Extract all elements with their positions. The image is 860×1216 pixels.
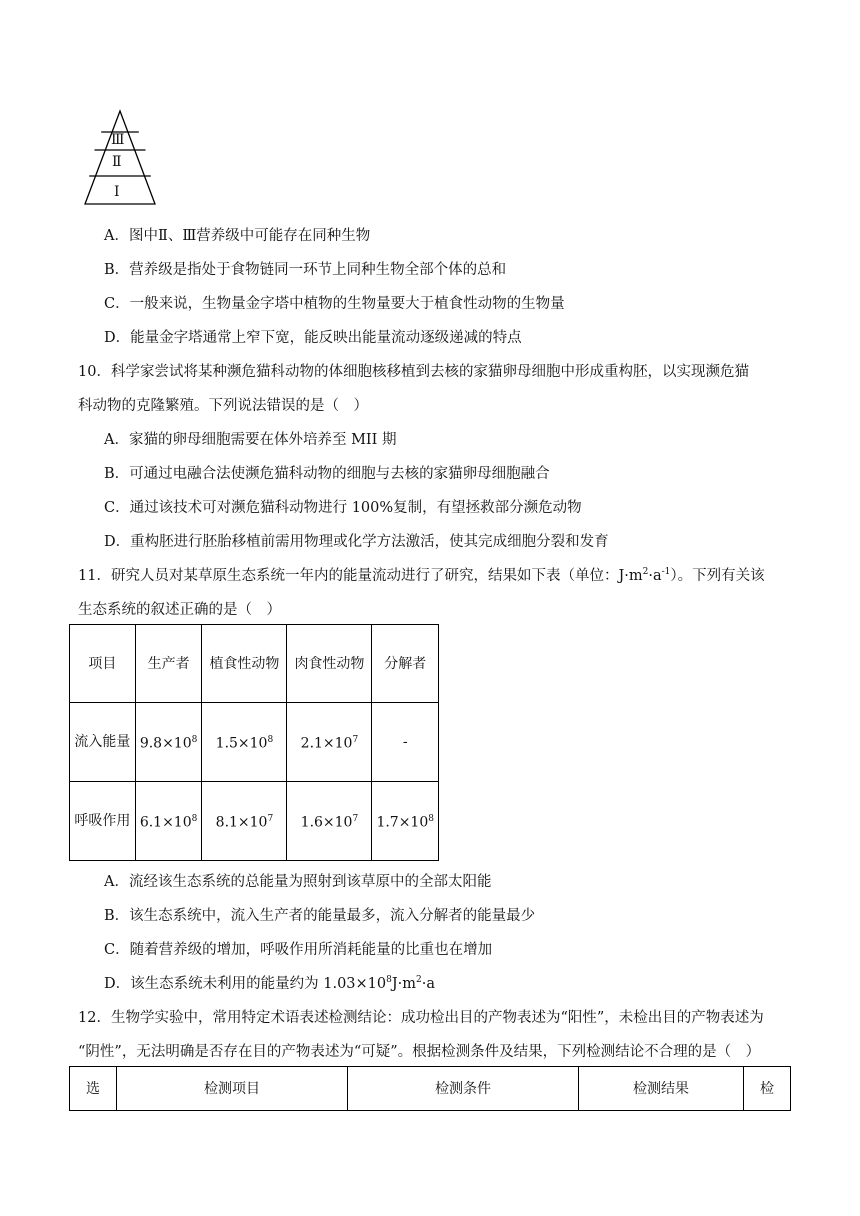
q11-stem-line2: 生态系统的叙述正确的是（ ） (78, 602, 281, 618)
q11-cell-inflow-herbivore: $1.5\times 10^8$ (202, 703, 287, 782)
q11-stem-sup2: -1 (661, 567, 671, 578)
q12-header-condition: 检测条件 (348, 1067, 579, 1111)
q9-option-c: C．一般来说，生物量金字塔中植物的生物量要大于植食性动物的生物量 (104, 296, 565, 312)
q12-stem-line2: “阴性”，无法明确是否存在目的产物表述为“可疑”。根据检测条件及结果，下列检测结论不合理的是（ ） (78, 1044, 761, 1060)
q11-cell-inflow-decomposer: - (372, 703, 439, 782)
pyramid-level-1-label: Ⅰ (114, 184, 120, 200)
q11-stem-line1 (78, 564, 765, 585)
q11-row-respiration-label: 呼吸作用 (70, 782, 136, 861)
trophic-pyramid-figure (80, 108, 170, 208)
q9-option-a: A．图中Ⅱ、Ⅲ营养级中可能存在同种生物 (104, 228, 371, 244)
q11-header-carnivore: 肉食性动物 (287, 625, 372, 703)
q11-header-producer: 生产者 (135, 625, 202, 703)
q11-cell-resp-herbivore: $8.1\times 10^7$ (202, 782, 287, 861)
q12-header-item: 检测项目 (117, 1067, 348, 1111)
q11-header-item: 项目 (70, 625, 136, 703)
q11-option-a: A．流经该生态系统的总能量为照射到该草原中的全部太阳能 (104, 874, 492, 890)
q9-option-d: D．能量金字塔通常上窄下宽，能反映出能量流动逐级递减的特点 (104, 330, 522, 346)
q12-header-conclusion: 检 (744, 1067, 791, 1111)
pyramid-level-2-label: Ⅱ (112, 154, 122, 170)
q10-option-b: B．可通过电融合法使濒危猫科动物的细胞与去核的家猫卵母细胞融合 (104, 466, 550, 482)
q12-header-option: 选 (70, 1067, 117, 1111)
q10-option-a: A．家猫的卵母细胞需要在体外培养至 MII 期 (104, 432, 397, 448)
q11-option-b: B．该生态系统中，流入生产者的能量最多，流入分解者的能量最少 (104, 908, 536, 924)
q11-cell-resp-decomposer: $1.7\times 10^8$ (372, 782, 439, 861)
q11-cell-resp-carnivore: $1.6\times 10^7$ (287, 782, 372, 861)
q11-row-inflow-label: 流入能量 (70, 703, 136, 782)
q9-option-b: B．营养级是指处于食物链同一环节上同种生物全部个体的总和 (104, 262, 507, 278)
q11-header-decomposer: 分解者 (372, 625, 439, 703)
q11-stem-mid: ·a (648, 568, 662, 584)
q11-stem-text-a: 11．研究人员对某草原生态系统一年内的能量流动进行了研究，结果如下表（单位：J·m (78, 568, 643, 584)
q11-stem-text-b: ）。下列有关该 (670, 568, 765, 584)
q10-stem-line1: 10．科学家尝试将某种濒危猫科动物的体细胞核移植到去核的家猫卵母细胞中形成重构胚，以实现濒危猫 (78, 364, 749, 380)
q11-energy-table (69, 624, 439, 861)
q11-option-d: D．该生态系统未利用的能量约为 $1.03\times 10^8J\cdot m^2\cdot a$ (104, 975, 436, 992)
q11-header-herbivore: 植食性动物 (202, 625, 287, 703)
q10-option-d: D．重构胚进行胚胎移植前需用物理或化学方法激活，使其完成细胞分裂和发育 (104, 534, 609, 550)
q10-stem-line2: 科动物的克隆繁殖。下列说法错误的是（ ） (78, 398, 368, 414)
q11-cell-resp-producer: $6.1\times 10^8$ (135, 782, 202, 861)
pyramid-level-3-label: Ⅲ (111, 132, 125, 148)
q11-cell-inflow-producer: $9.8\times 10^8$ (135, 703, 202, 782)
q11-stem-sup1: 2 (642, 567, 649, 578)
q11-option-c: C．随着营养级的增加，呼吸作用所消耗能量的比重也在增加 (104, 942, 493, 958)
q11-cell-inflow-carnivore: $2.1\times 10^7$ (287, 703, 372, 782)
q12-stem-line1: 12．生物学实验中，常用特定术语表述检测结论：成功检出目的产物表述为“阳性”，未检出目的产物表述为 (78, 1010, 764, 1026)
q12-detection-table (69, 1066, 791, 1111)
q10-option-c: C．通过该技术可对濒危猫科动物进行 100%复制，有望拯救部分濒危动物 (104, 500, 582, 516)
q12-header-result: 检测结果 (579, 1067, 744, 1111)
